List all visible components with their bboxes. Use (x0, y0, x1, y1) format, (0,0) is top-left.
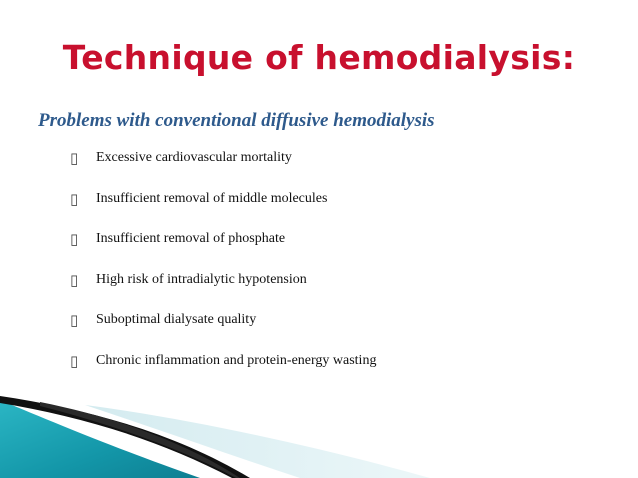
arrow-bullet-icon: ▯ (70, 270, 79, 289)
arrow-bullet-icon: ▯ (70, 230, 79, 248)
bullet-text: Suboptimal dialysate quality (96, 312, 257, 327)
arrow-bullet-icon: ▯ (70, 311, 79, 329)
arrow-bullet-icon: ▯ (70, 149, 79, 167)
bullet-text: Insufficient removal of middle molecules (96, 190, 328, 206)
slide-subtitle: Problems with conventional diffusive hemodialysis (38, 110, 435, 131)
slide-title: Technique of hemodialysis: (62, 38, 576, 77)
bullet-text: Excessive cardiovascular mortality (96, 150, 292, 165)
bullet-text: Insufficient removal of phosphate (96, 231, 286, 246)
teal-wedge (0, 400, 200, 478)
bullet-text: Chronic inflammation and protein-energy wasting (96, 352, 377, 368)
arrow-bullet-icon: ▯ (70, 351, 79, 370)
arrow-bullet-icon: ▯ (70, 189, 79, 208)
bullet-text: High risk of intradialytic hypotension (96, 271, 307, 287)
